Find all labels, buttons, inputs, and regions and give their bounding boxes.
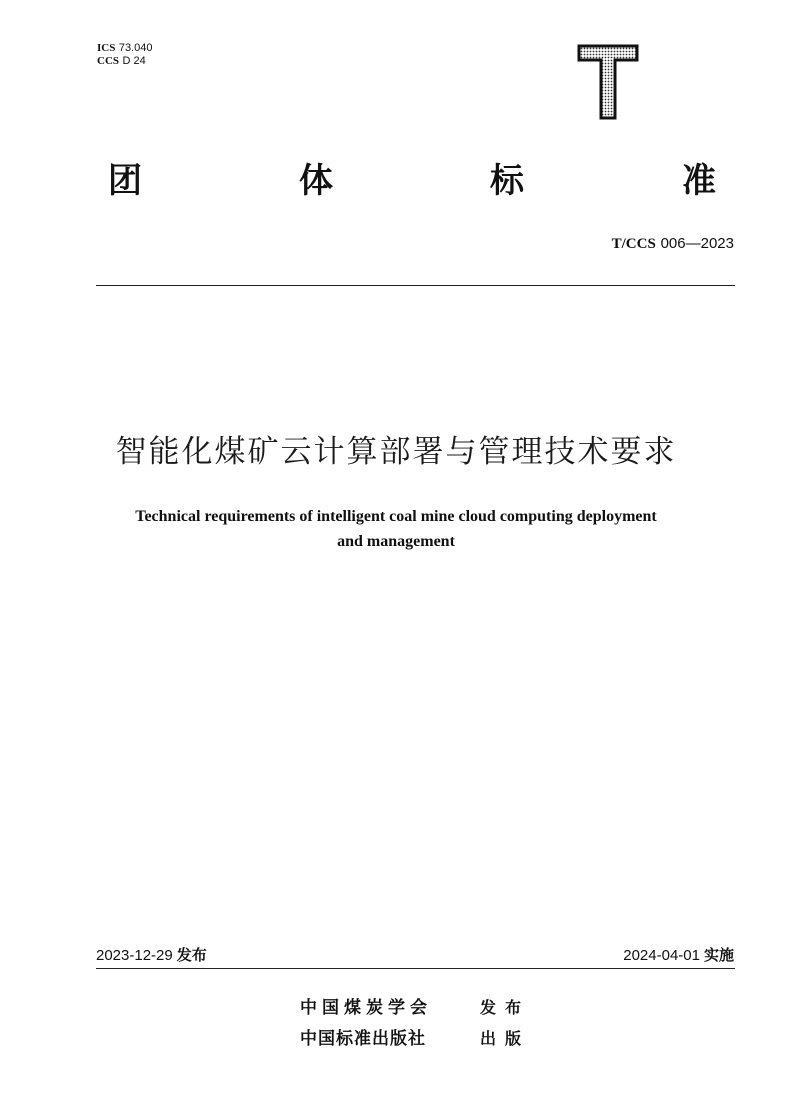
ccs-value: D 24 bbox=[122, 55, 146, 67]
standard-number-value: 006—2023 bbox=[660, 235, 734, 252]
ccs-code bbox=[97, 54, 146, 68]
standard-mark-t-logo bbox=[577, 44, 639, 120]
title-english-line2: and management bbox=[337, 533, 455, 550]
standard-type-char: 体 bbox=[299, 161, 333, 201]
publisher-row bbox=[300, 1024, 530, 1049]
publisher-name: 中国煤炭学会 bbox=[300, 998, 432, 1018]
title-english bbox=[60, 504, 732, 554]
top-divider bbox=[96, 285, 735, 286]
issue-date bbox=[96, 944, 207, 965]
implement-date bbox=[623, 944, 734, 965]
title-chinese: 智能化煤矿云计算部署与管理技术要求 bbox=[115, 434, 677, 470]
ics-label: ICS bbox=[97, 42, 116, 54]
issue-date-label: 发布 bbox=[176, 946, 207, 964]
implement-date-label: 实施 bbox=[703, 946, 734, 964]
publisher-role: 发布 bbox=[480, 998, 531, 1017]
ics-value: 73.040 bbox=[118, 42, 153, 54]
issue-date-value: 2023-12-29 bbox=[96, 947, 173, 964]
standard-type-char: 标 bbox=[490, 161, 524, 201]
ccs-label: CCS bbox=[97, 55, 120, 67]
standard-type-heading bbox=[96, 158, 736, 208]
standard-number-prefix: T/CCS bbox=[611, 236, 656, 252]
standard-type-char: 准 bbox=[682, 161, 716, 201]
publisher-row bbox=[300, 993, 530, 1018]
implement-date-value: 2024-04-01 bbox=[623, 947, 700, 964]
standard-type-char: 团 bbox=[108, 161, 142, 201]
publisher-name: 中国标准出版社 bbox=[300, 1029, 426, 1049]
publisher-role: 出版 bbox=[480, 1029, 531, 1048]
title-english-line1: Technical requirements of intelligent coal mine cloud computing deployment bbox=[135, 508, 657, 525]
standard-number bbox=[612, 234, 734, 253]
bottom-divider bbox=[96, 968, 735, 969]
ics-code bbox=[97, 41, 153, 55]
